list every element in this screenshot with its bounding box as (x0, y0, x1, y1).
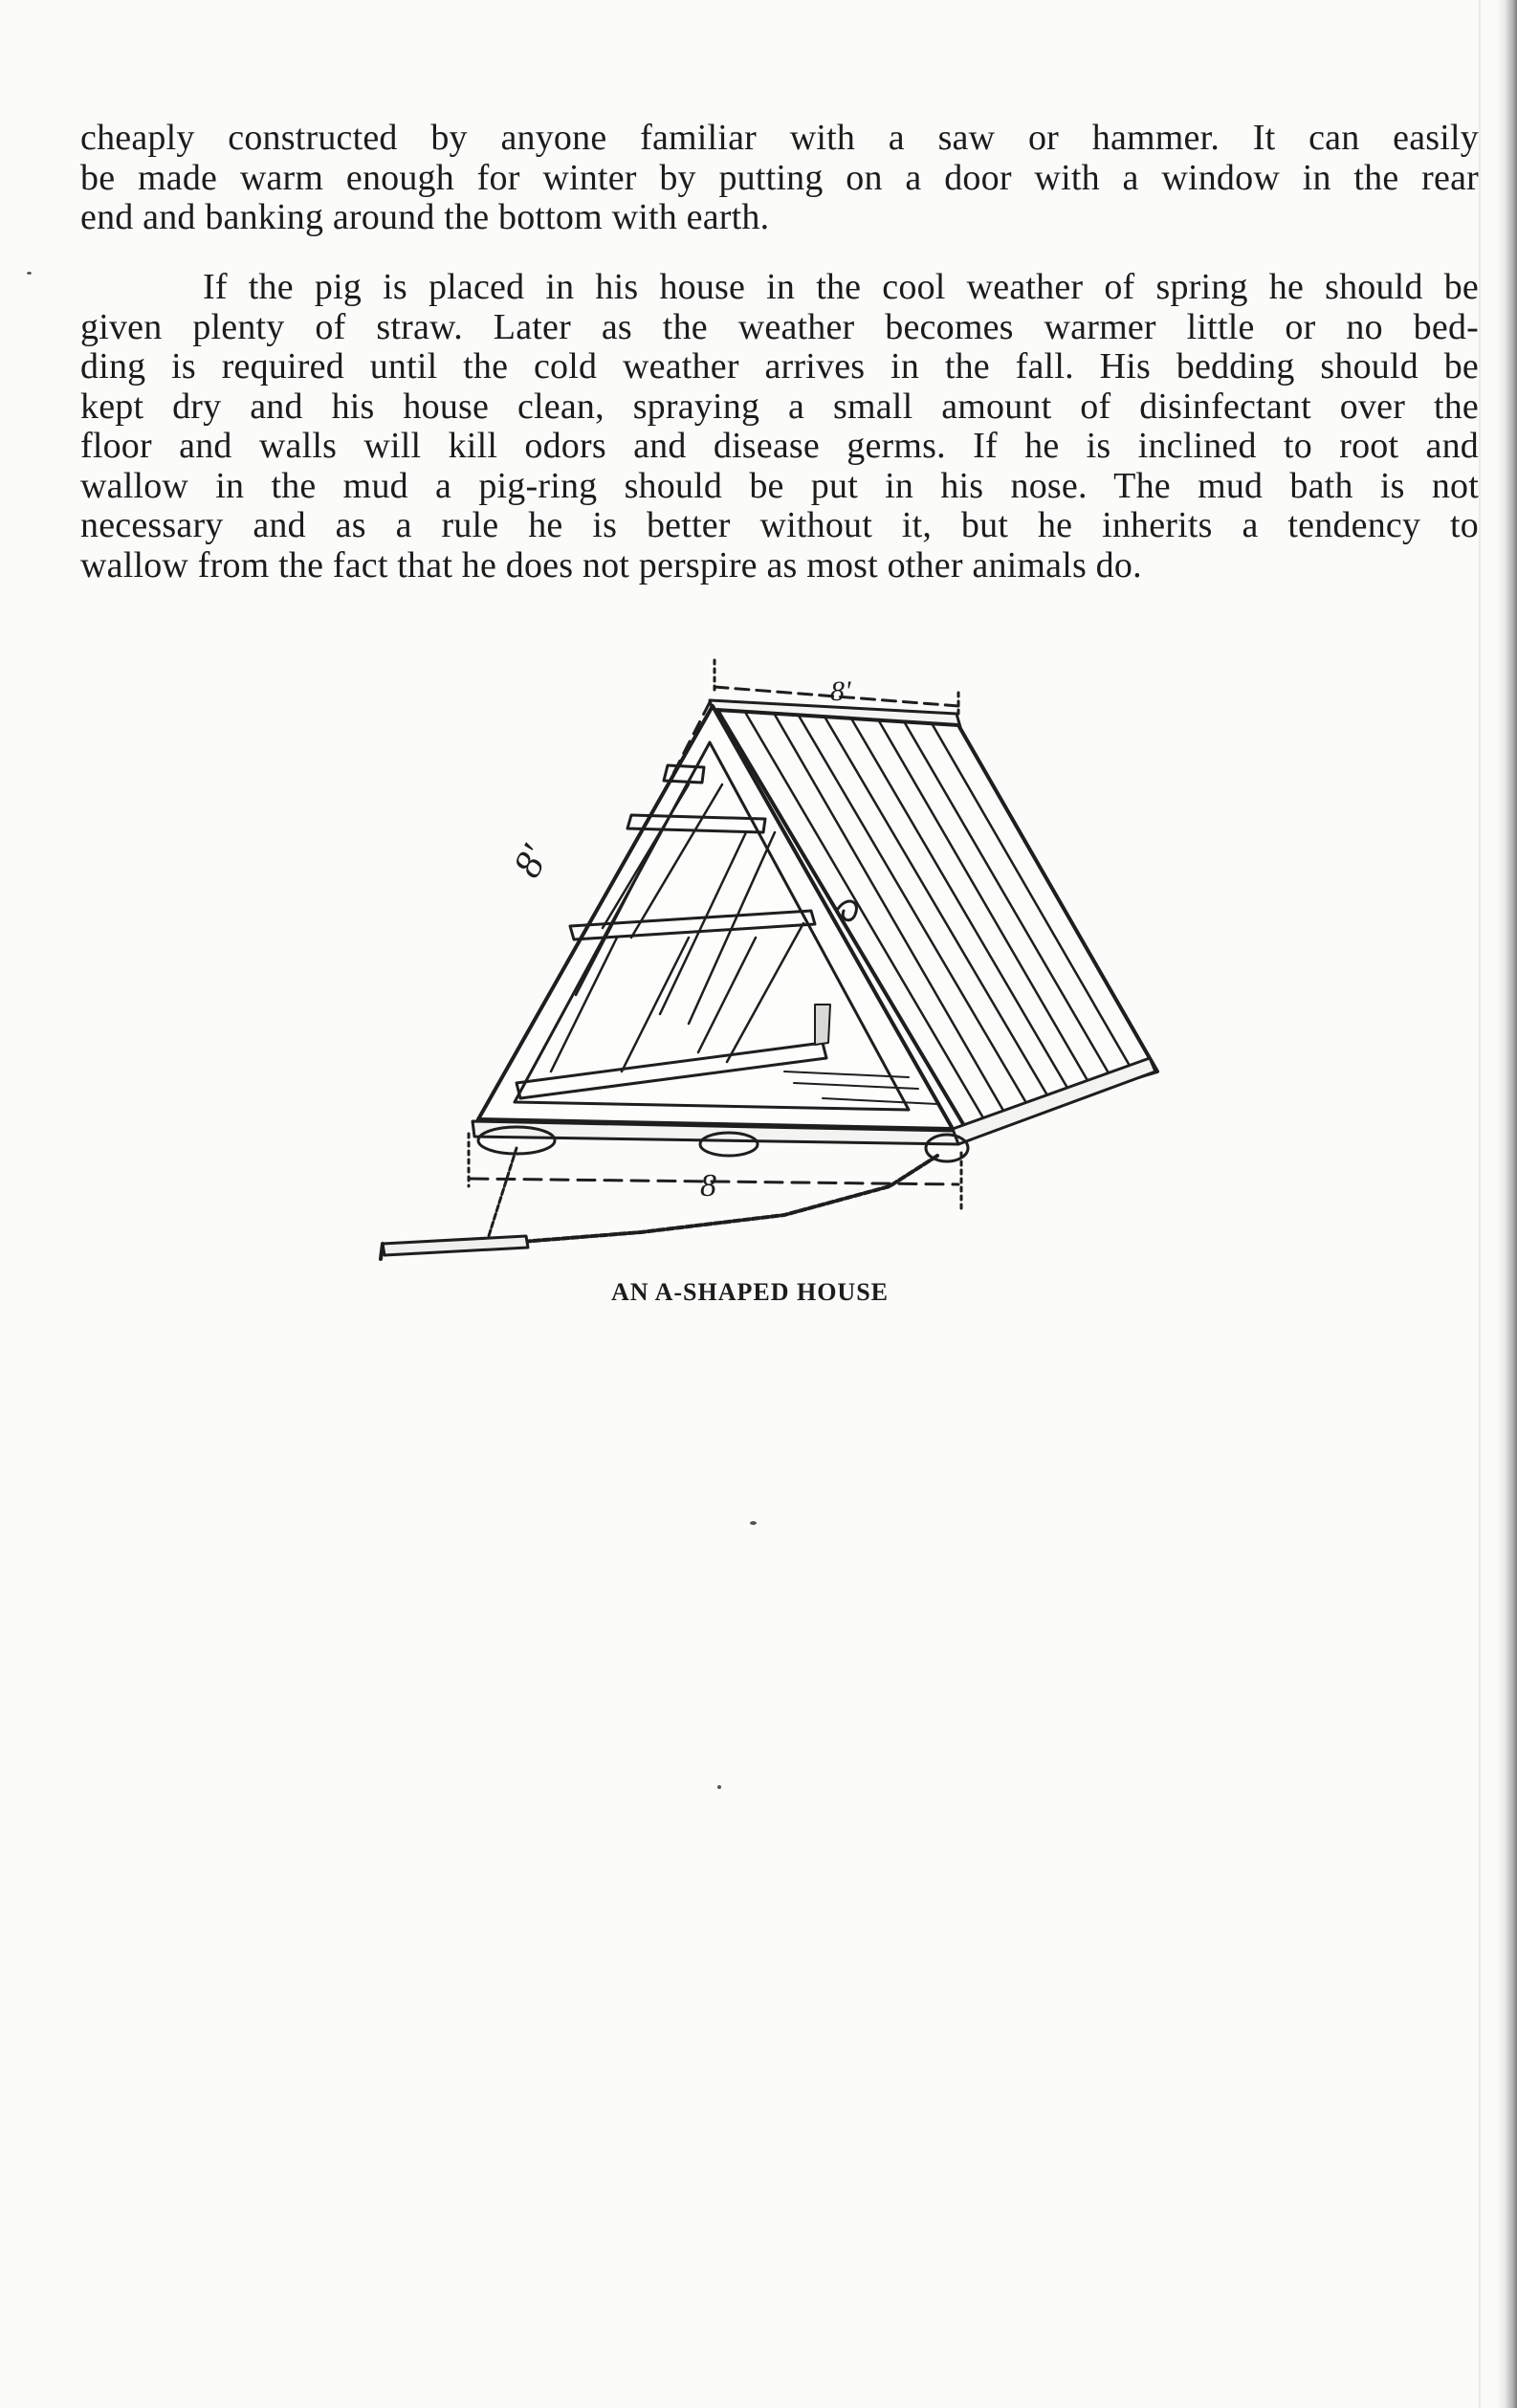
page-edge-shadow-line (1479, 0, 1481, 2408)
paragraph-2-line: If the pig is placed in his house in the cool weather of spring he should be (203, 267, 1479, 307)
a-shaped-house-illustration (373, 651, 1167, 1272)
scan-speck (750, 1521, 757, 1525)
paragraph-2-line: wallow from the fact that he does not perspire as most other animals do. (80, 544, 1142, 585)
paragraph-2-line: necessary and as a rule he is better without it, but he inherits a tendency to (80, 505, 1479, 545)
dimension-bottom-label: 8 (700, 1168, 716, 1204)
figure-caption: AN A-SHAPED HOUSE (610, 1278, 890, 1306)
scan-speck (717, 1785, 721, 1789)
paragraph-1 (80, 119, 1479, 238)
paragraph-2 (80, 268, 1479, 585)
dimension-top-label: 8' (830, 675, 851, 707)
paragraph-2-line: ding is required until the cold weather arrives in the fall. His bedding should be (80, 346, 1479, 387)
dimension-side-label: 8' (505, 838, 558, 885)
page-edge-shadow (1496, 0, 1517, 2408)
a-shaped-house-drawing (373, 651, 1167, 1272)
paragraph-2-line: wallow in the mud a pig-ring should be put in his nose. The mud bath is not (80, 465, 1479, 506)
paragraph-2-line: floor and walls will kill odors and disease germs. If he is inclined to root and (80, 426, 1479, 466)
paragraph-2-line: kept dry and his house clean, spraying a small amount of disinfectant over the (80, 386, 1479, 427)
scan-speck (27, 272, 32, 275)
paragraph-1-line: cheaply constructed by anyone familiar with a saw or hammer. It can easily (80, 118, 1479, 158)
paragraph-1-line: be made warm enough for winter by putting on a door with a window in the rear (80, 157, 1479, 198)
paragraph-1-line: end and banking around the bottom with earth. (80, 197, 770, 237)
paragraph-2-line: given plenty of straw. Later as the weather becomes warmer little or no bed- (80, 306, 1479, 347)
